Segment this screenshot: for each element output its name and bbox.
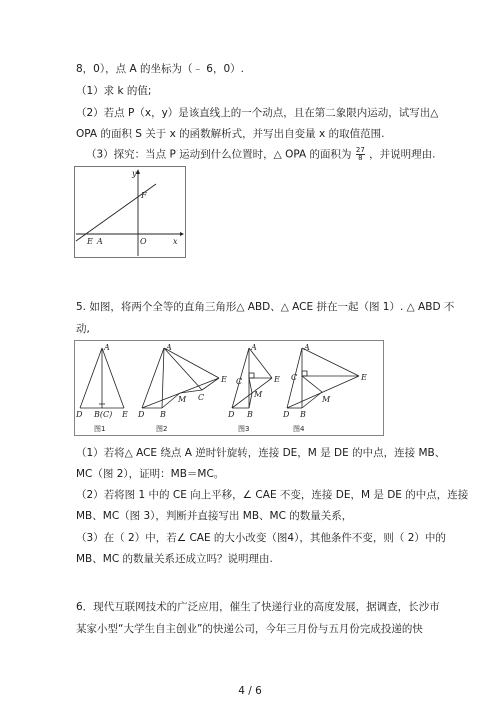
- label-o: O: [140, 237, 147, 246]
- fig2-label-m: M: [178, 395, 187, 404]
- segment-ae: [302, 348, 359, 376]
- fig1-label-e: E: [122, 410, 128, 419]
- fig2-label-e: E: [221, 375, 227, 384]
- fig3-label-c: C: [236, 377, 243, 386]
- figures-frame: [75, 341, 384, 436]
- label-f: F: [141, 191, 147, 200]
- q5-part3-line2: MB、MC 的数量关系还成立吗？说明理由.: [76, 553, 273, 565]
- segment-ae: [102, 348, 124, 408]
- y-axis-arrow: [136, 169, 140, 174]
- fig3-label-a: A: [251, 343, 257, 352]
- fig4-label-b: B: [300, 410, 306, 419]
- fraction-numerator: 27: [355, 146, 365, 154]
- segment-ae: [249, 348, 272, 378]
- fig1-label-bc: B(C): [94, 410, 113, 419]
- fig3-label-b: B: [247, 410, 253, 419]
- fig4-caption: 图4: [293, 425, 305, 433]
- q5-intro-line1: 5. 如图，将两个全等的直角三角形△ ABD、△ ACE 拼在一起（图 1）. △ ABD 不: [76, 301, 455, 313]
- segment-ad: [142, 348, 164, 408]
- fig3-label-m: M: [254, 390, 263, 399]
- segment-ab: [162, 348, 164, 408]
- fig2-label-c: C: [198, 393, 205, 402]
- q4-part2-line1: （2）若点 P（x，y）是该直线上的一个动点，且在第二象限内运动，试写出△: [76, 107, 439, 119]
- segment-ad: [80, 348, 102, 408]
- label-y: y: [132, 169, 137, 178]
- q4-part1: （1）求 k 的值;: [76, 85, 152, 97]
- q5-intro-line2: 动,: [76, 323, 90, 335]
- q4-part3: [86, 147, 436, 162]
- q5-part1-line2: MC（图 2），证明：MB＝MC。: [76, 468, 225, 480]
- fig2-label-b: B: [160, 410, 166, 419]
- q5-part2-line2: MB、MC（图 3），判断并直接写出 MB、MC 的数量关系，: [76, 510, 353, 522]
- fraction-denominator: 8: [358, 154, 363, 162]
- fig4-label-d: D: [283, 410, 290, 419]
- fig4-label-a: A: [304, 343, 310, 352]
- fig3-label-d: D: [228, 410, 235, 419]
- q5-figures: [74, 340, 384, 436]
- figure-1: [80, 348, 124, 408]
- fig1-label-a: A: [104, 343, 110, 352]
- segment-ac: [164, 348, 202, 390]
- fig3-caption: 图3: [238, 425, 250, 433]
- segment-mc: [249, 378, 252, 393]
- q4-part2-line2: OPA 的面积 S 关于 x 的函数解析式，并写出自变量 x 的取值范围.: [76, 128, 385, 140]
- q5-part2-line1: （2）若将图 1 中的 CE 向上平移，∠ CAE 不变，连接 DE，M 是 DE 的中点，连接: [76, 489, 469, 501]
- label-a: A: [97, 237, 103, 246]
- q4-line1: 8，0），点 A 的坐标为（﹣ 6，0）.: [76, 63, 245, 75]
- q5-part1-line1: （1）若将△ ACE 绕点 A 逆时针旋转，连接 DE，M 是 DE 的中点，连接 MB、: [76, 447, 446, 459]
- q6-line1: 6．现代互联网技术的广泛应用，催生了快递行业的高度发展，据调查，长沙市: [76, 601, 440, 613]
- fig1-caption: 图1: [94, 425, 106, 433]
- label-e: E: [87, 237, 93, 246]
- label-x: x: [173, 237, 178, 246]
- fig4-label-c: C: [291, 373, 298, 382]
- q5-part3-line1: （3）在（ 2）中，若∠ CAE 的大小改变（图4），其他条件不变，则（ 2）中的: [76, 532, 446, 544]
- q4-part3-text-a: （3）探究：当点 P 运动到什么位置时，△ OPA 的面积为: [86, 148, 352, 161]
- fig2-label-d: D: [138, 410, 145, 419]
- q4-part3-text-b: ，并说明理由.: [369, 148, 436, 161]
- q4-coordinate-figure: [74, 166, 186, 258]
- fig4-label-e: E: [361, 373, 367, 382]
- fig2-label-a: A: [166, 343, 172, 352]
- page-number: 4 / 6: [238, 685, 262, 697]
- segment-mc: [302, 376, 322, 392]
- fig4-label-m: M: [322, 395, 331, 404]
- right-angle-mark: [249, 373, 254, 378]
- right-angle-mark: [302, 371, 307, 376]
- fig1-label-d: D: [76, 410, 83, 419]
- fraction-27-8: [356, 147, 365, 162]
- fig3-label-e: E: [274, 375, 280, 384]
- q6-line2: 某家小型“大学生自主创业”的快递公司，今年三月份与五月份完成投递的快: [76, 623, 423, 635]
- segment-ae: [164, 348, 219, 378]
- fig2-caption: 图2: [156, 425, 168, 433]
- x-axis-arrow: [180, 232, 184, 236]
